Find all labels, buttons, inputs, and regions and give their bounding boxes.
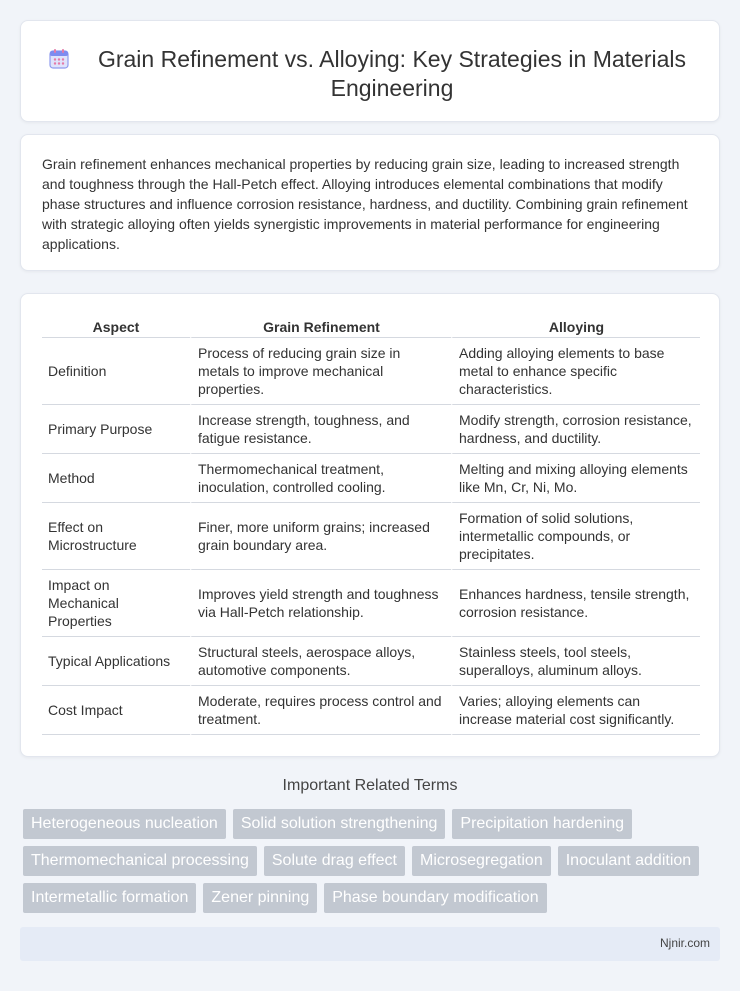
table-row — [42, 570, 700, 637]
row-grain-refinement: Improves yield strength and toughness via Hall-Petch relationship. — [190, 570, 451, 637]
row-alloying: Varies; alloying elements can increase material cost significantly. — [451, 686, 700, 735]
row-alloying: Enhances hardness, tensile strength, corrosion resistance. — [451, 570, 700, 637]
table-row — [42, 454, 700, 503]
table-row — [42, 637, 700, 686]
tag-heterogeneous-nucleation[interactable]: Heterogeneous nucleation — [23, 809, 226, 839]
comparison-table — [42, 316, 700, 735]
table-row — [42, 503, 700, 570]
tag-microsegregation[interactable]: Microsegregation — [412, 846, 551, 876]
related-terms-heading: Important Related Terms — [282, 777, 458, 794]
tag-precipitation-hardening[interactable]: Precipitation hardening — [452, 809, 632, 839]
page-title: Grain Refinement vs. Alloying: Key Strategies in Materials Engineering — [97, 46, 687, 101]
calendar-icon — [48, 48, 70, 70]
table-row — [42, 405, 700, 454]
row-aspect: Impact on Mechanical Properties — [42, 570, 190, 637]
header-grain-refinement: Grain Refinement — [190, 316, 451, 338]
tag-thermomechanical-processing[interactable]: Thermomechanical processing — [23, 846, 257, 876]
tag-intermetallic-formation[interactable]: Intermetallic formation — [23, 883, 196, 913]
row-aspect: Effect on Microstructure — [42, 503, 190, 570]
row-aspect: Definition — [42, 338, 190, 405]
row-aspect: Cost Impact — [42, 686, 190, 735]
tag-solid-solution-strengthening[interactable]: Solid solution strengthening — [233, 809, 446, 839]
tag-inoculant-addition[interactable]: Inoculant addition — [558, 846, 699, 876]
intro-paragraph: Grain refinement enhances mechanical properties by reducing grain size, leading to increased strength and toughness through the Hall-Petch effect. Alloying introduces elemental combinations that modify phase structures and influence corrosion resistance, hardness, and ductility. Combining grain refinement with strategic alloying often yields synergistic improvements in material performance for engineering applications. — [42, 156, 688, 252]
row-alloying: Formation of solid solutions, intermetallic compounds, or precipitates. — [451, 503, 700, 570]
intro-card — [20, 134, 720, 271]
row-aspect: Primary Purpose — [42, 405, 190, 454]
row-grain-refinement: Thermomechanical treatment, inoculation, controlled cooling. — [190, 454, 451, 503]
tag-solute-drag-effect[interactable]: Solute drag effect — [264, 846, 405, 876]
footer — [20, 927, 720, 961]
row-alloying: Modify strength, corrosion resistance, hardness, and ductility. — [451, 405, 700, 454]
header-aspect: Aspect — [42, 316, 190, 338]
row-alloying: Melting and mixing alloying elements like Mn, Cr, Ni, Mo. — [451, 454, 700, 503]
row-grain-refinement: Finer, more uniform grains; increased grain boundary area. — [190, 503, 451, 570]
row-alloying: Stainless steels, tool steels, superalloys, aluminum alloys. — [451, 637, 700, 686]
tag-phase-boundary-modification[interactable]: Phase boundary modification — [324, 883, 546, 913]
table-header-row — [42, 316, 700, 338]
header-alloying: Alloying — [451, 316, 700, 338]
row-aspect: Typical Applications — [42, 637, 190, 686]
row-grain-refinement: Structural steels, aerospace alloys, automotive components. — [190, 637, 451, 686]
row-grain-refinement: Process of reducing grain size in metals to improve mechanical properties. — [190, 338, 451, 405]
table-row — [42, 686, 700, 735]
table-row — [42, 338, 700, 405]
row-grain-refinement: Moderate, requires process control and treatment. — [190, 686, 451, 735]
footer-site-name[interactable]: Njnir.com — [659, 936, 710, 950]
row-aspect: Method — [42, 454, 190, 503]
title-card — [20, 20, 720, 122]
comparison-card — [20, 293, 720, 757]
row-alloying: Adding alloying elements to base metal to enhance specific characteristics. — [451, 338, 700, 405]
row-grain-refinement: Increase strength, toughness, and fatigue resistance. — [190, 405, 451, 454]
tag-zener-pinning[interactable]: Zener pinning — [203, 883, 317, 913]
related-terms-list — [23, 809, 723, 920]
